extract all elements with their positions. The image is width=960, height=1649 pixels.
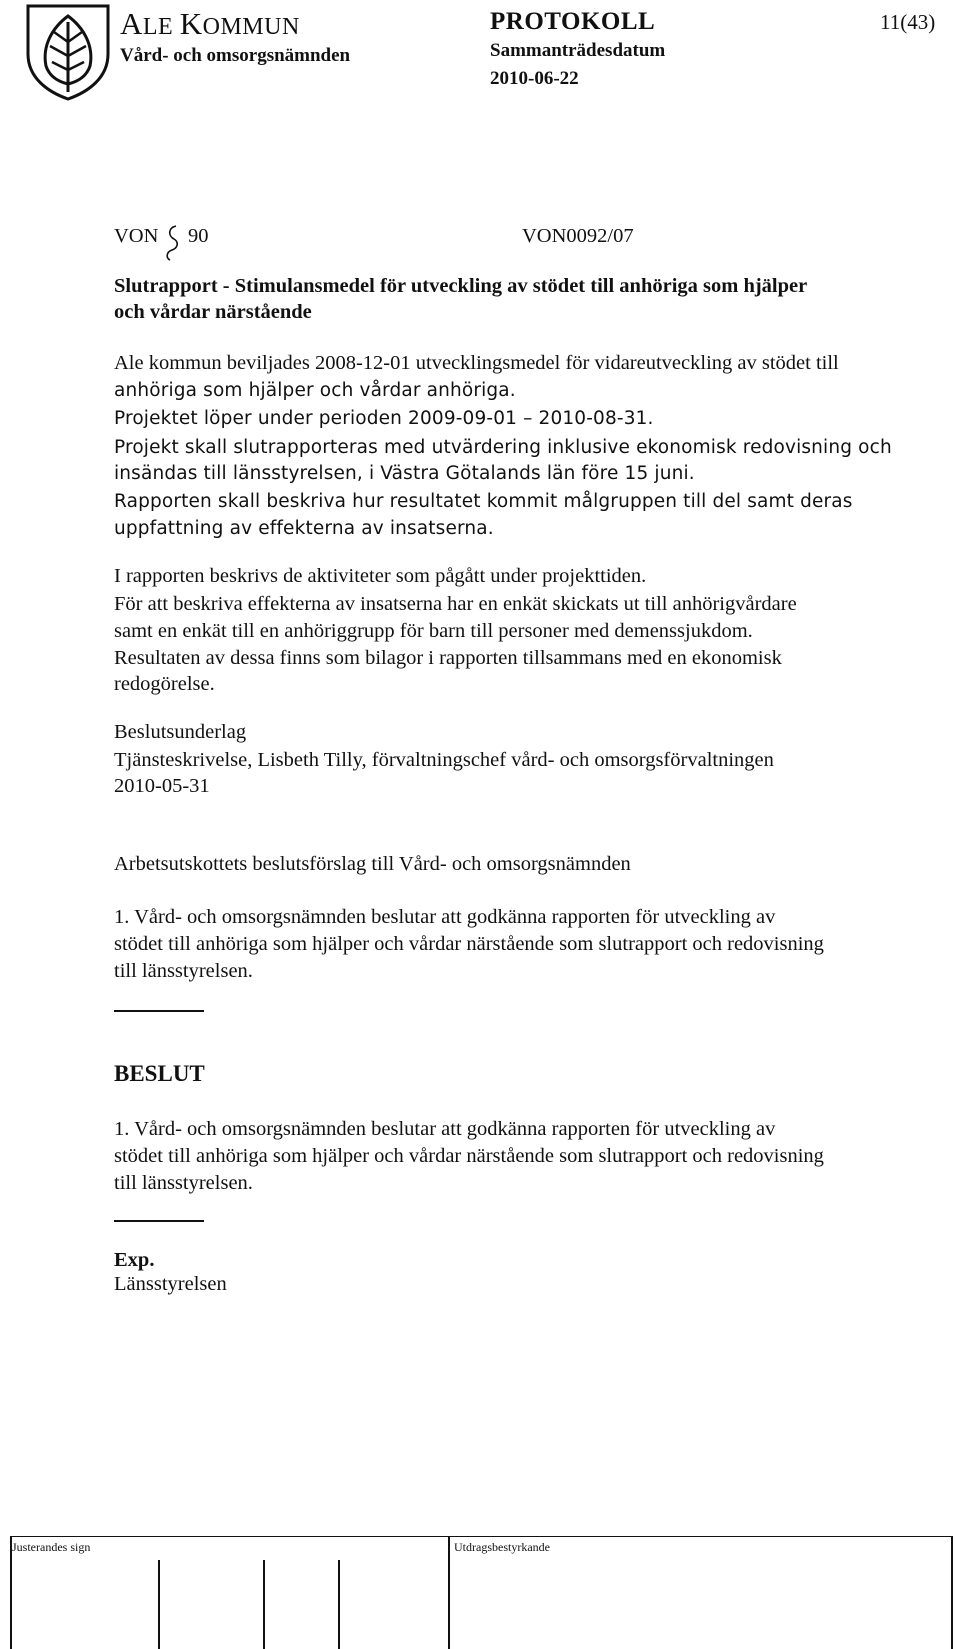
body-line: Rapporten skall beskriva hur resultatet kommit målgruppen till del samt deras bbox=[114, 491, 853, 512]
committee-code: VON bbox=[114, 225, 159, 247]
document-type: PROTOKOLL bbox=[490, 8, 656, 35]
basis-document: Tjänsteskrivelse, Lisbeth Tilly, förvaltningschef vård- och omsorgsförvaltningen bbox=[114, 749, 774, 771]
body-line: Resultaten av dessa finns som bilagor i rapporten tillsammans med en ekonomisk bbox=[114, 647, 782, 669]
case-number: VON0092/07 bbox=[522, 225, 634, 247]
dispatch-heading: Exp. bbox=[114, 1249, 155, 1271]
signature-box-border bbox=[951, 1536, 953, 1649]
body-line: insändas till länsstyrelsen, i Västra Götalands län före 15 juni. bbox=[114, 463, 695, 484]
signature-box-border bbox=[10, 1536, 12, 1649]
board-name: Vård- och omsorgsnämnden bbox=[120, 45, 351, 66]
organization-name: ALE KOMMUN bbox=[120, 6, 300, 41]
body-line: För att beskriva effekterna av insatserna har en enkät skickats ut till anhörigvårdare bbox=[114, 593, 797, 615]
sign-label: Justerandes sign bbox=[12, 1540, 91, 1554]
proposal-heading: Arbetsutskottets beslutsförslag till Vård- och omsorgsnämnden bbox=[114, 853, 631, 875]
proposal-line: 1. Vård- och omsorgsnämnden beslutar att godkänna rapporten för utveckling av bbox=[114, 906, 776, 928]
decision-line: till länsstyrelsen. bbox=[114, 1172, 253, 1194]
proposal-line: stödet till anhöriga som hjälper och vårdar närstående som slutrapport och redovisning bbox=[114, 933, 824, 955]
leaf-shield-logo-icon bbox=[22, 2, 114, 102]
basis-date: 2010-05-31 bbox=[114, 775, 210, 797]
signature-box-border bbox=[448, 1536, 450, 1649]
basis-heading: Beslutsunderlag bbox=[114, 721, 247, 743]
proposal-line: till länsstyrelsen. bbox=[114, 960, 253, 982]
paragraph-sign-icon bbox=[164, 224, 180, 262]
section-divider bbox=[114, 1010, 204, 1012]
footer-rule bbox=[10, 1536, 952, 1537]
decision-line: 1. Vård- och omsorgsnämnden beslutar att godkänna rapporten för utveckling av bbox=[114, 1118, 776, 1140]
decision-heading: BESLUT bbox=[114, 1061, 205, 1086]
body-line: I rapporten beskrivs de aktiviteter som pågått under projekttiden. bbox=[114, 565, 647, 587]
body-line: uppfattning av effekterna av insatserna. bbox=[114, 518, 494, 539]
dispatch-recipient: Länsstyrelsen bbox=[114, 1273, 227, 1295]
body-line: redogörelse. bbox=[114, 673, 215, 695]
signature-box-border bbox=[263, 1560, 265, 1649]
body-line: Projekt skall slutrapporteras med utvärdering inklusive ekonomisk redovisning och bbox=[114, 437, 892, 458]
body-line: samt en enkät till en anhöriggrupp för barn till personer med demenssjukdom. bbox=[114, 620, 753, 642]
body-line: Ale kommun beviljades 2008-12-01 utvecklingsmedel för vidareutveckling av stödet till bbox=[114, 352, 839, 374]
paragraph-number: 90 bbox=[188, 225, 209, 247]
item-title-line-2: och vårdar närstående bbox=[114, 301, 312, 323]
meeting-date-label: Sammanträdesdatum bbox=[490, 40, 666, 61]
meeting-date: 2010-06-22 bbox=[490, 68, 579, 89]
signature-box-border bbox=[158, 1560, 160, 1649]
excerpt-label: Utdragsbestyrkande bbox=[454, 1540, 550, 1554]
body-line: anhöriga som hjälper och vårdar anhöriga. bbox=[114, 380, 516, 401]
decision-line: stödet till anhöriga som hjälper och vårdar närstående som slutrapport och redovisning bbox=[114, 1145, 824, 1167]
item-title-line-1: Slutrapport - Stimulansmedel för utveckling av stödet till anhöriga som hjälper bbox=[114, 275, 808, 297]
section-divider bbox=[114, 1220, 204, 1222]
page-number: 11(43) bbox=[880, 10, 936, 34]
body-line: Projektet löper under perioden 2009-09-01 – 2010-08-31. bbox=[114, 408, 654, 429]
signature-box-border bbox=[338, 1560, 340, 1649]
